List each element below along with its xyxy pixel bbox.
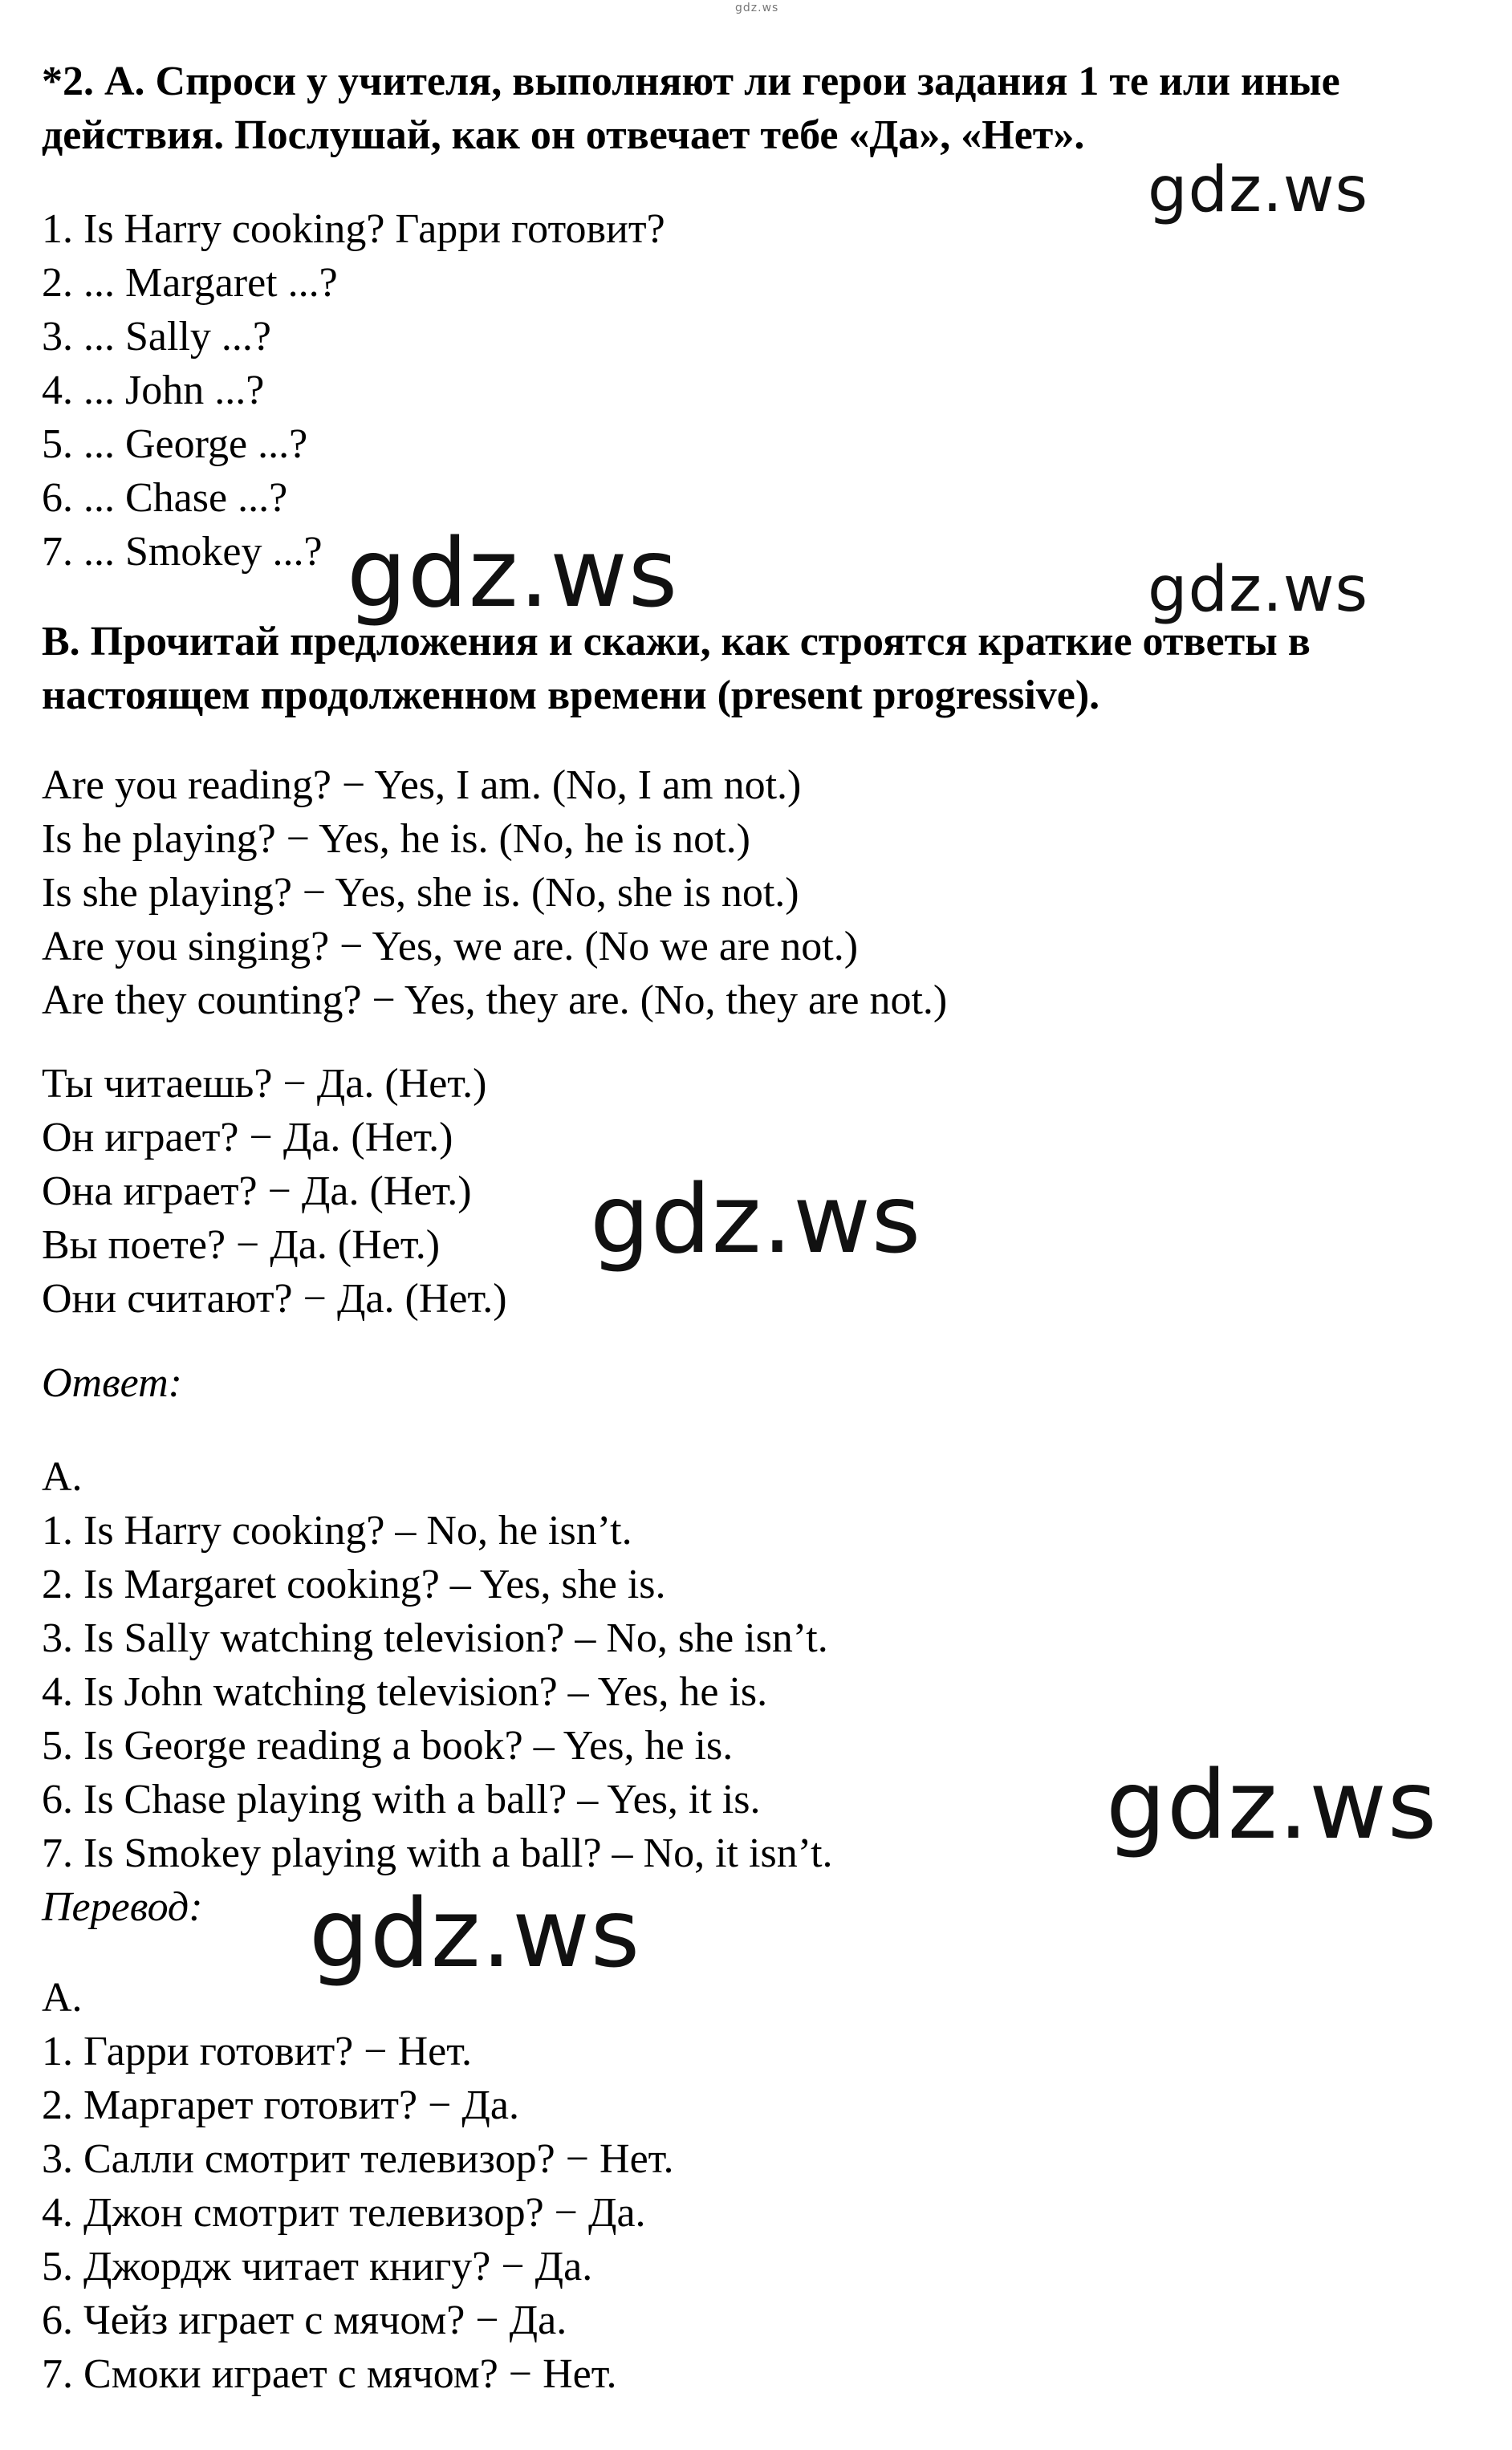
example-line: Are you reading? − Yes, I am. (No, I am not.) — [42, 762, 802, 808]
list-item: 1. Is Harry cooking? Гарри готовит? — [42, 206, 665, 252]
example-line: Is he playing? − Yes, he is. (No, he is not.) — [42, 816, 750, 862]
translation-line: 7. Смоки играет с мячом? − Нет. — [42, 2351, 617, 2397]
watermark: gdz.ws — [1106, 1749, 1438, 1860]
watermark: gdz.ws — [309, 1878, 641, 1989]
answer-line: 7. Is Smokey playing with a ball? – No, it isn’t. — [42, 1830, 833, 1876]
translation-line: 2. Маргарет готовит? − Да. — [42, 2082, 519, 2128]
watermark: gdz.ws — [1148, 554, 1369, 626]
example-line: Вы поете? − Да. (Нет.) — [42, 1222, 441, 1268]
example-line: Она играет? − Да. (Нет.) — [42, 1168, 472, 1214]
answer-line: 6. Is Chase playing with a ball? – Yes, it is. — [42, 1777, 761, 1822]
watermark: gdz.ws — [590, 1164, 922, 1274]
section-label: A. — [42, 1975, 83, 2021]
example-line: Они считают? − Да. (Нет.) — [42, 1276, 507, 1322]
list-item: 3. ... Sally ...? — [42, 314, 271, 360]
task-heading-line: настоящем продолженном времени (present progressive). — [42, 672, 1100, 718]
examples-russian — [42, 1057, 507, 1326]
answer-line: 1. Is Harry cooking? – No, he isn’t. — [42, 1508, 632, 1554]
watermark-tiny: gdz.ws — [735, 2, 779, 14]
example-line: Ты читаешь? − Да. (Нет.) — [42, 1061, 487, 1107]
example-line: Он играет? − Да. (Нет.) — [42, 1115, 453, 1160]
section-label: A. — [42, 1454, 83, 1500]
watermark: gdz.ws — [347, 518, 679, 628]
example-line: Is she playing? − Yes, she is. (No, she is not.) — [42, 870, 799, 916]
list-item: 5. ... George ...? — [42, 421, 308, 467]
translation-line: 6. Чейз играет с мячом? − Да. — [42, 2298, 567, 2343]
task-heading — [42, 55, 1340, 162]
list-item: 6. ... Chase ...? — [42, 475, 288, 521]
task-heading-line: действия. Послушай, как он отвечает тебе «Да», «Нет». — [42, 112, 1085, 158]
example-line: Are they counting? − Yes, they are. (No, they are not.) — [42, 977, 948, 1023]
watermark: gdz.ws — [1148, 154, 1369, 226]
translation-list — [42, 1971, 673, 2401]
answer-line: 5. Is George reading a book? – Yes, he is. — [42, 1723, 734, 1769]
translation-line: 3. Салли смотрит телевизор? − Нет. — [42, 2136, 674, 2182]
examples-english — [42, 758, 947, 1027]
answer-label: Ответ: — [42, 1360, 182, 1406]
answer-line: 2. Is Margaret cooking? – Yes, she is. — [42, 1562, 666, 1607]
example-line: Are you singing? − Yes, we are. (No we are not.) — [42, 924, 859, 969]
translation-line: 5. Джордж читает книгу? − Да. — [42, 2244, 593, 2290]
list-item: 2. ... Margaret ...? — [42, 260, 338, 306]
task-heading-line: *2. А. Спроси у учителя, выполняют ли герои задания 1 те или иные — [42, 59, 1340, 104]
answer-line: 4. Is John watching television? – Yes, he is. — [42, 1669, 768, 1715]
translation-line: 1. Гарри готовит? − Нет. — [42, 2029, 473, 2074]
list-item: 7. ... Smokey ...? — [42, 529, 323, 575]
answer-list — [42, 1450, 833, 1880]
task-heading-line: B. Прочитай предложения и скажи, как строятся краткие ответы в — [42, 619, 1311, 664]
answer-line: 3. Is Sally watching television? – No, she isn’t. — [42, 1615, 828, 1661]
translation-label: Перевод: — [42, 1884, 203, 1930]
task-heading-b — [42, 615, 1311, 722]
translation-line: 4. Джон смотрит телевизор? − Да. — [42, 2190, 646, 2236]
list-item: 4. ... John ...? — [42, 368, 265, 413]
